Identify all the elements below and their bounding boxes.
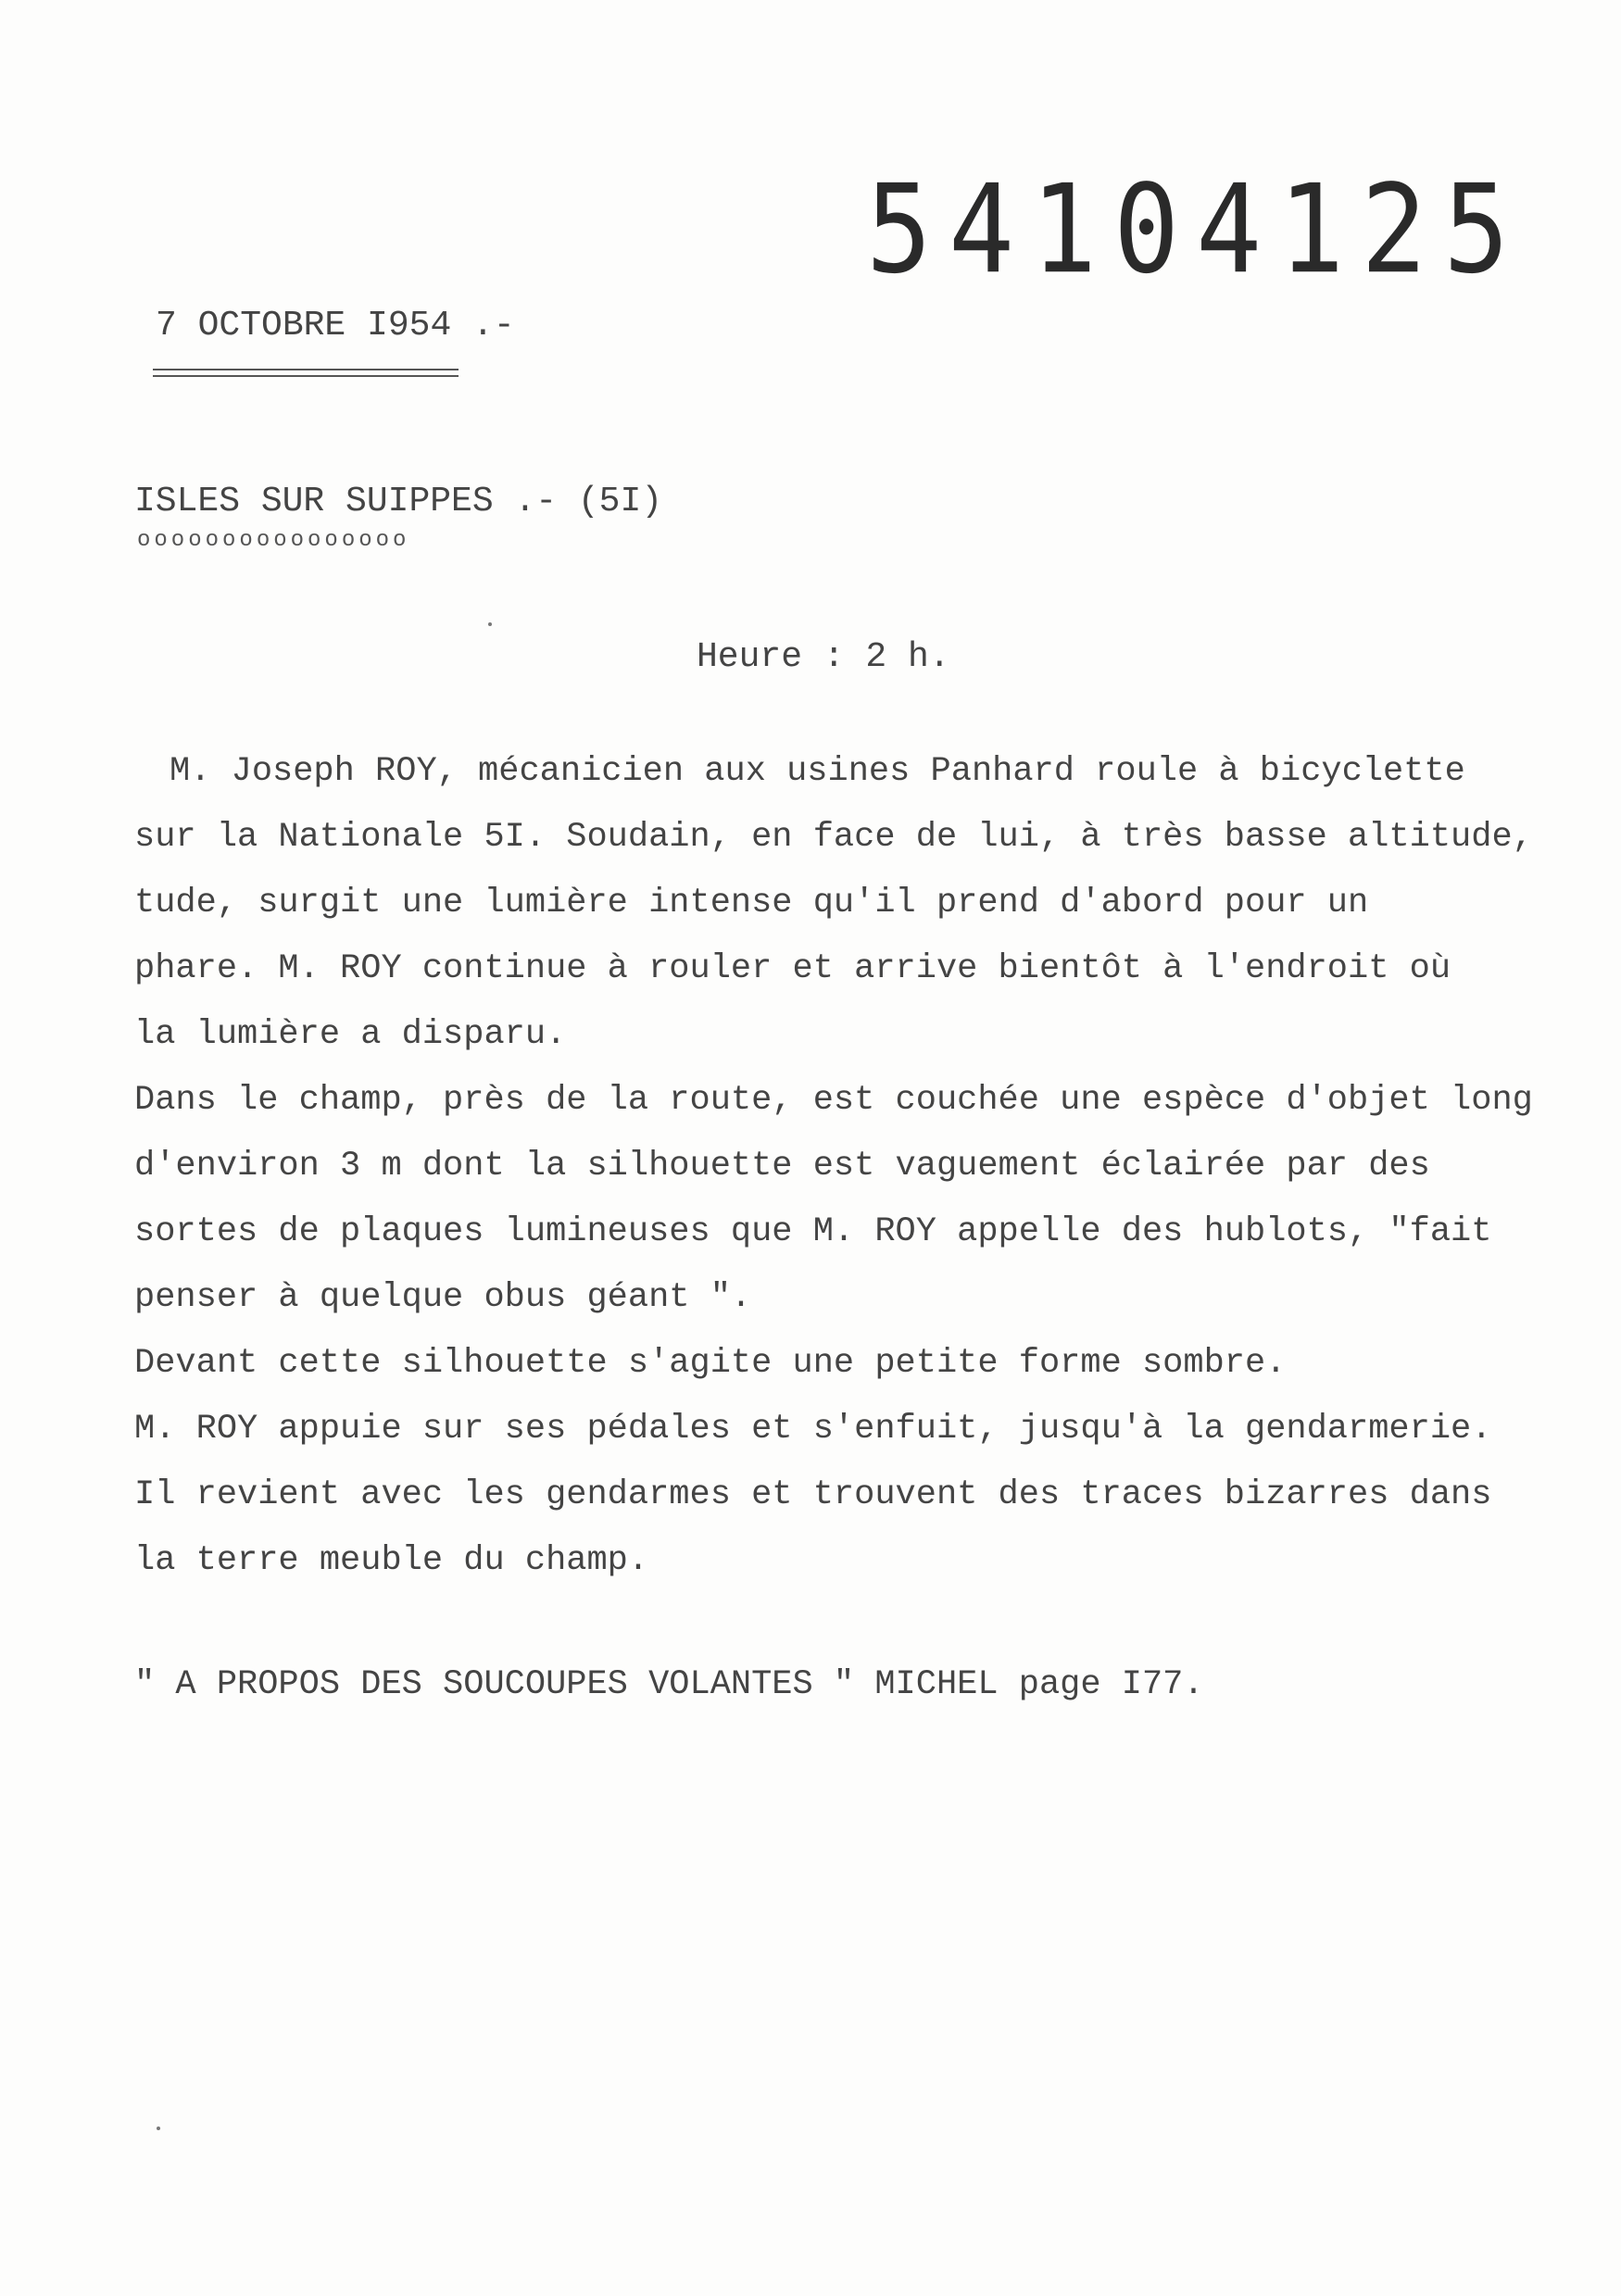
- body-line: M. ROY appuie sur ses pédales et s'enfuit, jusqu'à la gendarmerie.: [134, 1410, 1492, 1449]
- time-of-event: Heure : 2 h.: [697, 637, 950, 677]
- source-citation: " A PROPOS DES SOUCOUPES VOLANTES " MICHEL page I77.: [134, 1665, 1204, 1704]
- location-underline: oooooooooooooooo: [137, 528, 410, 553]
- body-line: Dans le champ, près de la route, est couchée une espèce d'objet long: [134, 1081, 1533, 1120]
- body-line: phare. M. ROY continue à rouler et arrive bientôt à l'endroit où: [134, 949, 1451, 988]
- body-line: d'environ 3 m dont la silhouette est vaguement éclairée par des: [134, 1147, 1430, 1186]
- location-heading: ISLES SUR SUIPPES .- (5I): [134, 482, 663, 521]
- paper-speck: [157, 2127, 160, 2130]
- body-line: Devant cette silhouette s'agite une petite forme sombre.: [134, 1344, 1287, 1383]
- date-underline-second: [153, 375, 459, 377]
- body-line: la lumière a disparu.: [134, 1015, 567, 1054]
- case-number-stamp: 54104125: [866, 157, 1527, 301]
- body-line: penser à quelque obus géant ".: [134, 1278, 752, 1317]
- body-line: tude, surgit une lumière intense qu'il prend d'abord pour un: [134, 884, 1369, 922]
- paper-speck: [488, 622, 492, 626]
- report-date: 7 OCTOBRE I954 .-: [156, 306, 515, 345]
- body-line: Il revient avec les gendarmes et trouvent des traces bizarres dans: [134, 1475, 1492, 1514]
- body-line: la terre meuble du champ.: [134, 1541, 649, 1580]
- body-line: M. Joseph ROY, mécanicien aux usines Panhard roule à bicyclette: [170, 752, 1465, 791]
- date-underline: [153, 369, 459, 370]
- body-line: sur la Nationale 5I. Soudain, en face de lui, à très basse altitude,: [134, 818, 1533, 857]
- body-line: sortes de plaques lumineuses que M. ROY appelle des hublots, "fait: [134, 1212, 1492, 1251]
- report-body: [134, 739, 1579, 1594]
